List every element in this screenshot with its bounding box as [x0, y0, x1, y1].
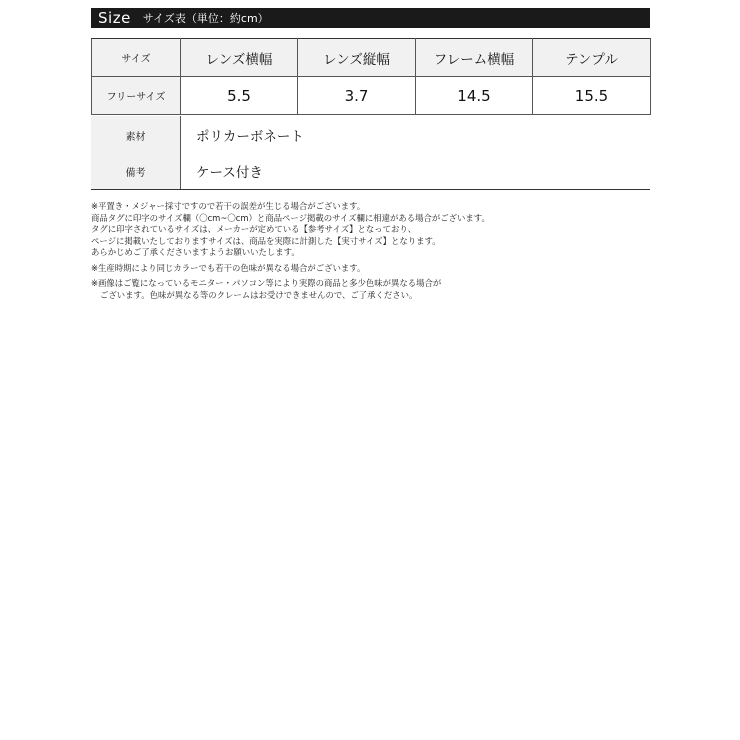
remarks-value: ケース付き — [196, 165, 263, 181]
note-line: ※画像はご覧になっているモニター・パソコン等により実際の商品と多少色味が異なる場合が — [91, 278, 442, 288]
product-info-section — [91, 116, 650, 190]
column-header: テンプル — [533, 39, 651, 77]
note-line: ございます。色味が異なる等のクレームはお受けできませんので、ご了承ください。 — [100, 289, 418, 300]
note-line: ※平置き・メジャー採寸ですので若干の誤差が生じる場合がございます。 — [91, 201, 366, 211]
column-header: レンズ横幅 — [181, 39, 298, 77]
note-line: 商品タグに印字のサイズ欄（〇cm~〇cm）と商品ページ掲載のサイズ欄に相違がある場合がございます。 — [91, 212, 490, 223]
material-value: ポリカーボネート — [196, 129, 304, 145]
table-cell: 3.7 — [298, 77, 416, 115]
table-header-row — [92, 39, 651, 77]
size-chart-header — [91, 8, 650, 28]
table-corner-label: サイズ — [92, 39, 181, 77]
table-cell: 14.5 — [416, 77, 533, 115]
row-label: フリーサイズ — [92, 77, 181, 115]
material-label: 素材 — [125, 132, 146, 143]
note-line: ページに掲載いたしておりますサイズは、商品を実際に計測した【実寸サイズ】となります。 — [91, 235, 441, 246]
note-line: あらかじめご了承くださいますようお願いいたします。 — [91, 247, 300, 257]
table-row — [92, 77, 651, 115]
note-line: ※生産時期により同じカラーでも若干の色味が異なる場合がございます。 — [91, 262, 366, 273]
header-subtitle: サイズ表（単位：約cm） — [142, 12, 269, 25]
remarks-label: 備考 — [125, 168, 146, 179]
header-title: Size — [98, 9, 131, 27]
column-header: フレーム横幅 — [416, 39, 533, 77]
column-header: レンズ縦幅 — [298, 39, 416, 77]
size-table — [91, 38, 651, 115]
table-cell: 15.5 — [533, 77, 651, 115]
notes-section — [91, 201, 651, 301]
note-line: タグに印字されているサイズは、メーカーが定めている【参考サイズ】となっており、 — [91, 224, 417, 234]
table-cell: 5.5 — [181, 77, 298, 115]
